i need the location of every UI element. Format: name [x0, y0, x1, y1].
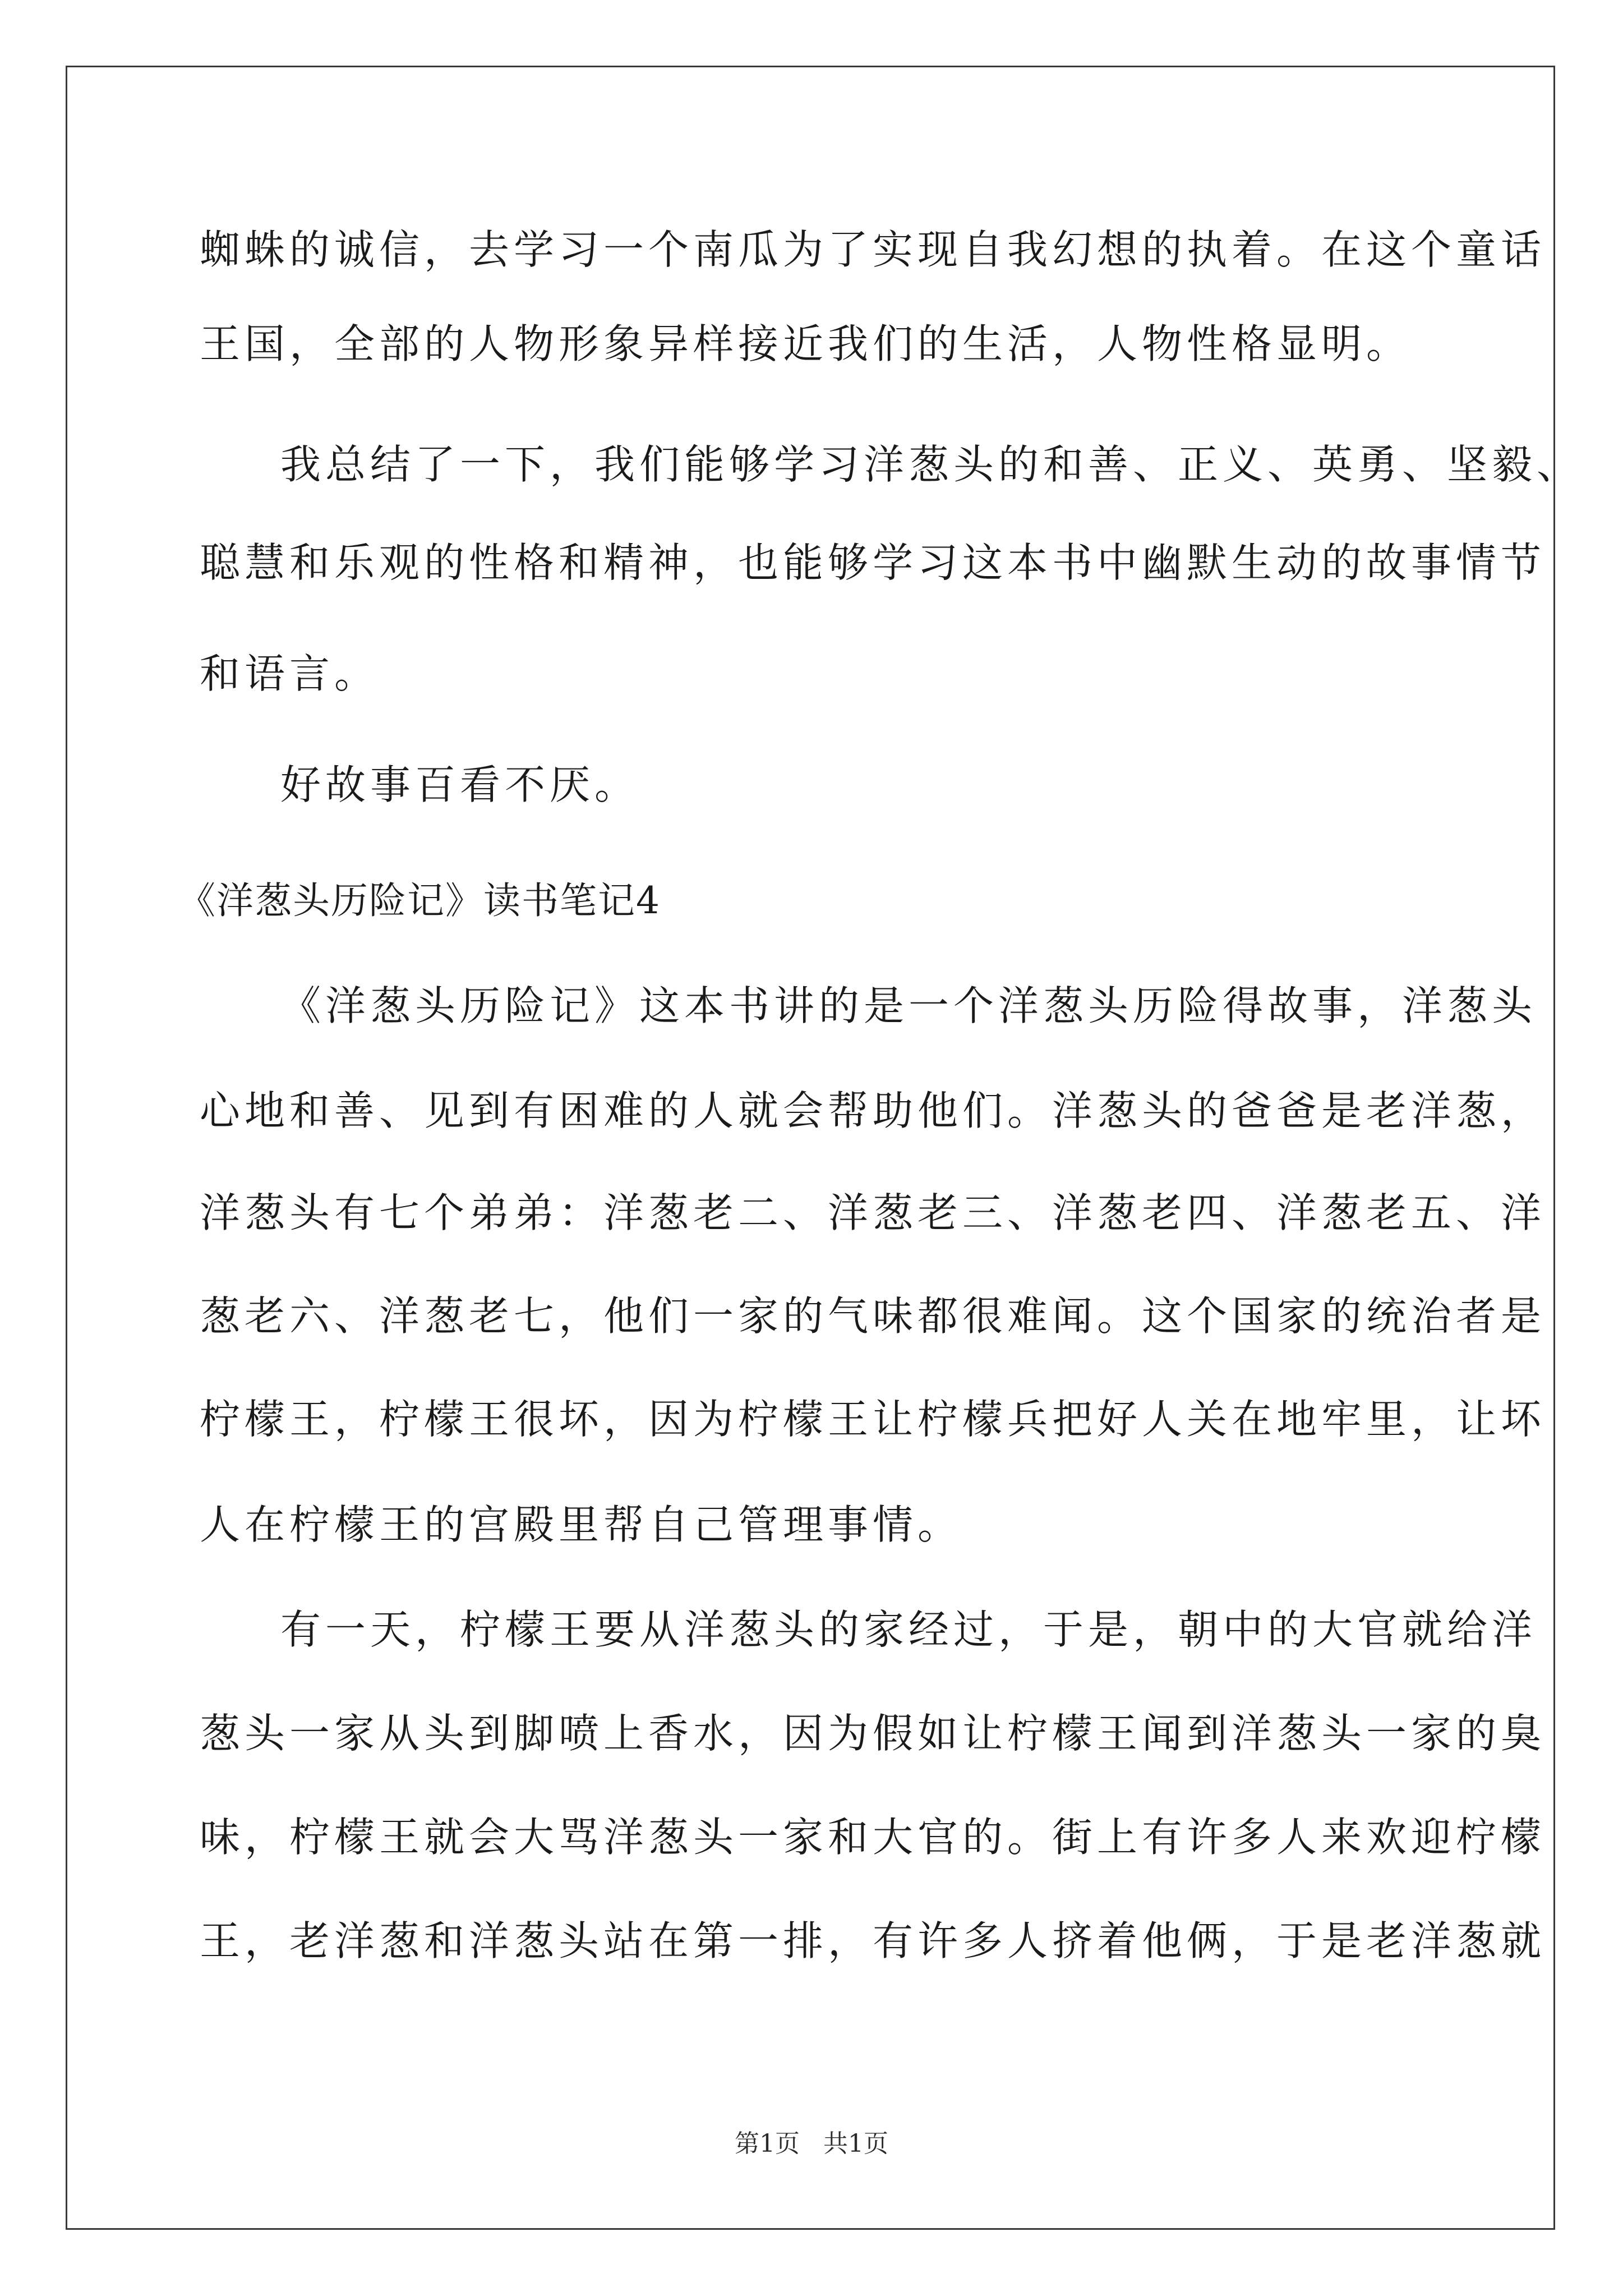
paragraph-4-line-6: 人在柠檬王的宫殿里帮自己管理事情。 [200, 1501, 963, 1548]
paragraph-1-line-1: 蜘蛛的诚信，去学习一个南瓜为了实现自我幻想的执着。在这个童话 [200, 226, 1546, 273]
paragraph-4-line-3: 洋葱头有七个弟弟：洋葱老二、洋葱老三、洋葱老四、洋葱老五、洋 [200, 1189, 1546, 1236]
page-number-total: 共1页 [823, 2129, 888, 2158]
paragraph-4-line-2: 心地和善、见到有困难的人就会帮助他们。洋葱头的爸爸是老洋葱， [200, 1087, 1546, 1134]
paragraph-5-line-4: 王，老洋葱和洋葱头站在第一排，有许多人挤着他俩，于是老洋葱就 [200, 1917, 1546, 1964]
paragraph-4-line-4: 葱老六、洋葱老七，他们一家的气味都很难闻。这个国家的统治者是 [200, 1292, 1546, 1340]
paragraph-2-line-2: 聪慧和乐观的性格和精神，也能够学习这本书中幽默生动的故事情节 [200, 539, 1546, 586]
paragraph-2-line-1: 我总结了一下，我们能够学习洋葱头的和善、正义、英勇、坚毅、 [280, 441, 1582, 488]
paragraph-3-line-1: 好故事百看不厌。 [280, 761, 640, 808]
page-number-current: 第1页 [735, 2129, 800, 2158]
paragraph-5-line-1: 有一天，柠檬王要从洋葱头的家经过，于是，朝中的大官就给洋 [280, 1606, 1537, 1653]
paragraph-5-line-3: 味，柠檬王就会大骂洋葱头一家和大官的。街上有许多人来欢迎柠檬 [200, 1814, 1546, 1861]
section-heading: 《洋葱头历险记》读书笔记4 [178, 879, 661, 922]
paragraph-1-line-2: 王国，全部的人物形象异样接近我们的生活，人物性格显明。 [200, 320, 1412, 367]
paragraph-2-line-3: 和语言。 [200, 650, 380, 697]
paragraph-4-line-5: 柠檬王，柠檬王很坏，因为柠檬王让柠檬兵把好人关在地牢里，让坏 [200, 1396, 1546, 1443]
paragraph-4-line-1: 《洋葱头历险记》这本书讲的是一个洋葱头历险得故事，洋葱头 [280, 982, 1537, 1029]
page-border [66, 66, 1555, 2230]
paragraph-5-line-2: 葱头一家从头到脚喷上香水，因为假如让柠檬王闻到洋葱头一家的臭 [200, 1710, 1546, 1757]
page-footer [0, 2127, 1623, 2161]
